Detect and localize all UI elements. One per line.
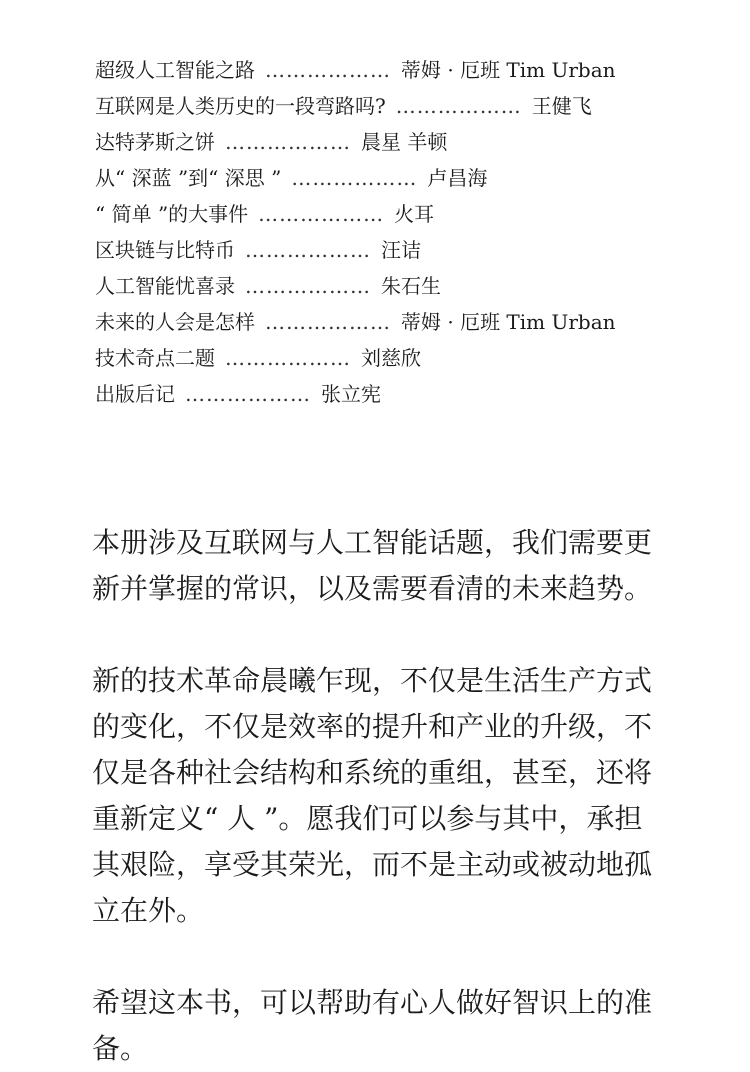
toc-entry-author: 张立宪 (321, 382, 381, 406)
toc-entry-title: 从“ 深蓝 ”到“ 深思 ” (95, 166, 282, 190)
toc-leader-dots: ……………… (291, 166, 418, 190)
toc-entry (95, 232, 725, 268)
toc-entry-author: 卢昌海 (427, 166, 488, 190)
toc-entry-author: 汪诘 (381, 238, 421, 262)
toc-entry-title: “ 简单 ”的大事件 (95, 202, 249, 226)
toc-entry (95, 376, 725, 412)
toc-entry-author: 蒂姆 · 厄班 Tim Urban (401, 58, 616, 82)
toc-entry (95, 88, 725, 124)
toc-entry (95, 268, 725, 304)
toc-leader-dots: ……………… (245, 238, 371, 262)
intro-paragraph: 希望这本书，可以帮助有心人做好智识上的准备。 (92, 986, 653, 1065)
table-of-contents (95, 52, 725, 412)
toc-entry-author: 刘慈欣 (361, 346, 421, 370)
toc-leader-dots: ……………… (225, 346, 351, 370)
toc-entry-title: 人工智能忧喜录 (95, 274, 235, 298)
toc-entry (95, 304, 725, 340)
intro-paragraph: 本册涉及互联网与人工智能话题，我们需要更新并掌握的常识，以及需要看清的未来趋势。 (92, 526, 653, 605)
toc-entry-author: 王健飞 (531, 94, 592, 118)
toc-entry-title: 达特茅斯之饼 (95, 130, 215, 154)
toc-leader-dots: ……………… (258, 202, 385, 226)
toc-entry-title: 超级人工智能之路 (95, 58, 255, 82)
intro-text (92, 520, 667, 1072)
toc-leader-dots: ……………… (245, 274, 371, 298)
toc-entry-author: 蒂姆 · 厄班 Tim Urban (401, 310, 616, 334)
toc-leader-dots: ……………… (265, 58, 391, 82)
toc-entry-title: 出版后记 (95, 382, 175, 406)
toc-entry-author: 晨星 羊顿 (361, 130, 448, 154)
toc-entry-author: 火耳 (394, 202, 435, 226)
toc-entry (95, 160, 725, 196)
toc-entry-author: 朱石生 (381, 274, 441, 298)
toc-entry (95, 340, 725, 376)
toc-leader-dots: ……………… (185, 382, 311, 406)
toc-leader-dots: ……………… (395, 94, 522, 118)
toc-entry (95, 196, 725, 232)
toc-leader-dots: ……………… (225, 130, 351, 154)
toc-entry-title: 技术奇点二题 (95, 346, 215, 370)
toc-leader-dots: ……………… (265, 310, 391, 334)
toc-entry-title: 未来的人会是怎样 (95, 310, 255, 334)
toc-entry (95, 52, 725, 88)
toc-entry (95, 124, 725, 160)
toc-entry-title: 区块链与比特币 (95, 238, 235, 262)
intro-paragraph: 新的技术革命晨曦乍现，不仅是生活生产方式的变化，不仅是效率的提升和产业的升级，不仅是各种社会结构和系统的重组，甚至，还将重新定义“ 人 ”。愿我们可以参与其中，承担其艰险，享受其荣光，而不是主动或被动地孤立在外。 (92, 664, 653, 927)
toc-entry-title: 互联网是人类历史的一段弯路吗? (95, 94, 386, 118)
